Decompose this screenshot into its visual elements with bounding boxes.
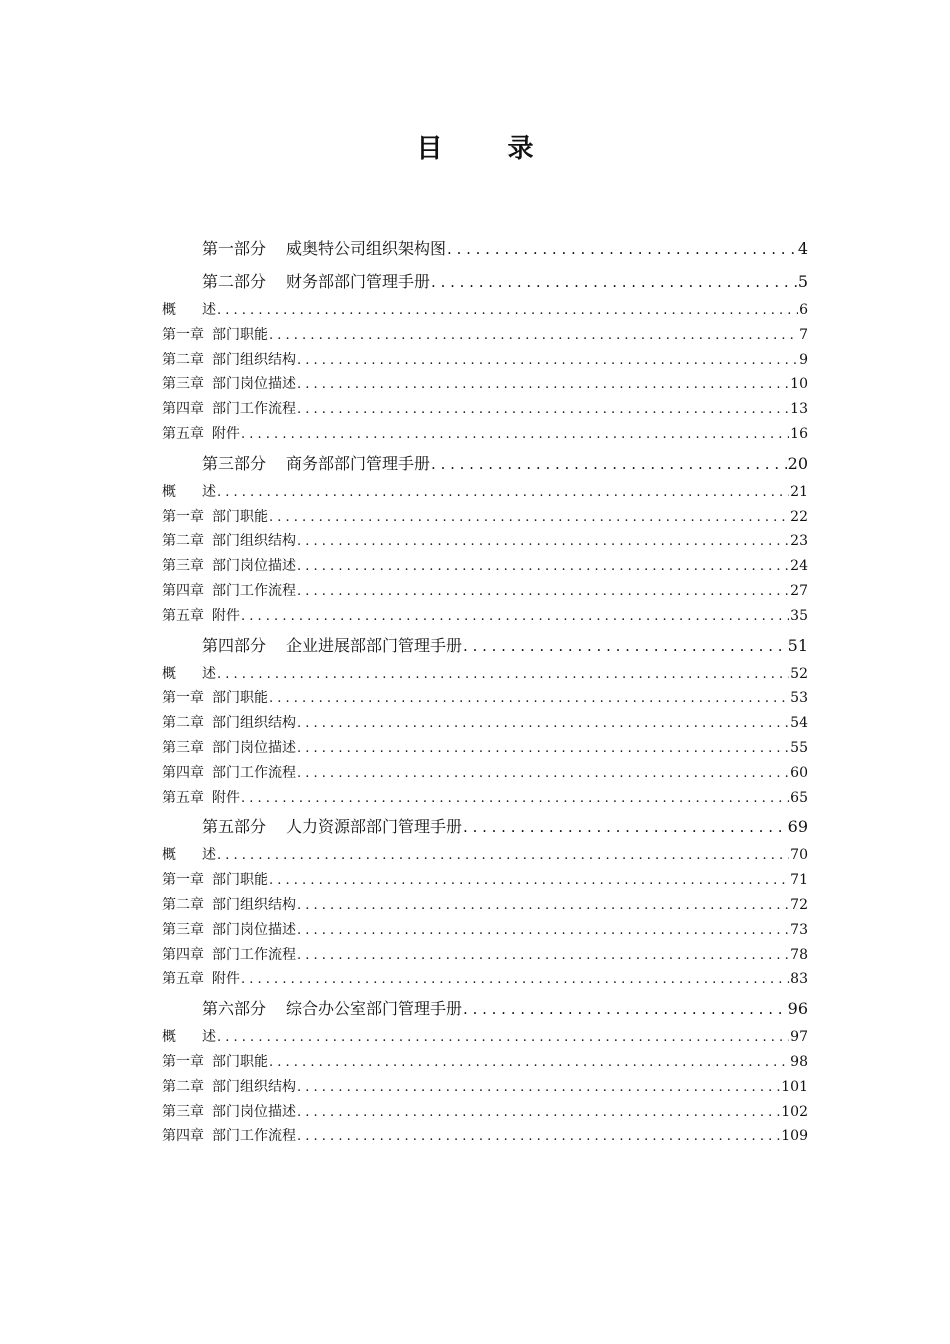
toc-dot-leader xyxy=(297,943,789,968)
toc-chapter-entry[interactable] xyxy=(162,397,808,422)
toc-dot-leader xyxy=(217,662,789,687)
toc-entry-label xyxy=(162,1025,216,1050)
toc-chapter-entry[interactable] xyxy=(162,422,808,447)
toc-chapter-entry[interactable] xyxy=(162,348,808,373)
toc-page-number: 54 xyxy=(790,715,808,732)
toc-chapter-entry[interactable] xyxy=(162,868,808,893)
toc-page-number: 5 xyxy=(797,272,808,291)
toc-entry-name: 述 xyxy=(202,847,216,864)
toc-page-number: 27 xyxy=(790,582,808,599)
toc-chapter-entry[interactable] xyxy=(162,843,808,868)
toc-page-number: 16 xyxy=(790,425,808,442)
toc-entry-name: 企业进展部部门管理手册 xyxy=(286,635,463,655)
toc-dot-leader xyxy=(297,554,789,579)
toc-part-entry[interactable] xyxy=(162,447,808,480)
toc-entry-label xyxy=(162,397,296,422)
toc-dot-leader xyxy=(269,505,789,530)
toc-entry-label xyxy=(202,810,462,843)
toc-entry-name: 部门组织结构 xyxy=(212,1078,296,1095)
toc-dot-leader xyxy=(217,843,789,868)
toc-entry-name: 部门职能 xyxy=(212,872,268,889)
toc-entry-name: 财务部部门管理手册 xyxy=(286,272,431,291)
toc-page-number: 23 xyxy=(790,533,808,550)
toc-chapter-entry[interactable] xyxy=(162,918,808,943)
toc-dot-leader xyxy=(269,868,789,893)
toc-page-number: 4 xyxy=(797,239,808,258)
toc-entry-name: 附件 xyxy=(212,607,240,624)
toc-entry-name: 部门工作流程 xyxy=(212,1128,296,1145)
toc-dot-leader xyxy=(241,422,789,447)
toc-entry-name: 商务部部门管理手册 xyxy=(286,453,431,473)
toc-chapter-entry[interactable] xyxy=(162,298,808,323)
toc-entry-label xyxy=(162,761,296,786)
toc-chapter-entry[interactable] xyxy=(162,786,808,811)
toc-entry-label xyxy=(202,629,462,662)
toc-dot-leader xyxy=(463,810,787,843)
toc-page-number: 69 xyxy=(787,817,808,837)
toc-dot-leader xyxy=(297,1124,780,1149)
toc-entry-number: 概 xyxy=(162,483,202,500)
toc-entry-label xyxy=(162,323,268,348)
toc-entry-number: 第四章 xyxy=(162,946,204,963)
toc-entry-label xyxy=(162,422,240,447)
toc-chapter-entry[interactable] xyxy=(162,1075,808,1100)
toc-dot-leader xyxy=(297,1075,780,1100)
toc-entry-label xyxy=(162,736,296,761)
toc-entry-name: 部门工作流程 xyxy=(212,764,296,781)
toc-entry-number: 概 xyxy=(162,847,202,864)
toc-chapter-entry[interactable] xyxy=(162,943,808,968)
toc-dot-leader xyxy=(241,967,789,992)
toc-page-number: 55 xyxy=(790,739,808,756)
toc-entry-number: 第三章 xyxy=(162,1103,204,1120)
toc-entry-number: 第一章 xyxy=(162,690,204,707)
toc-entry-label xyxy=(162,298,216,323)
toc-part-entry[interactable] xyxy=(162,629,808,662)
toc-chapter-entry[interactable] xyxy=(162,736,808,761)
toc-entry-name: 述 xyxy=(202,665,216,682)
toc-entry-name: 部门职能 xyxy=(212,326,268,343)
toc-page-number: 13 xyxy=(790,401,808,418)
toc-entry-number: 概 xyxy=(162,665,202,682)
toc-dot-leader xyxy=(463,629,787,662)
toc-dot-leader xyxy=(241,604,789,629)
toc-entry-label xyxy=(162,967,240,992)
toc-entry-number: 概 xyxy=(162,302,202,318)
toc-entry-number: 第一章 xyxy=(162,326,204,343)
toc-entry-label xyxy=(162,1124,296,1149)
toc-entry-number: 第三章 xyxy=(162,558,204,575)
toc-entry-name: 附件 xyxy=(212,425,240,442)
toc-page-number: 53 xyxy=(790,690,808,707)
toc-part-entry[interactable] xyxy=(162,265,808,298)
toc-chapter-entry[interactable] xyxy=(162,529,808,554)
toc-entry-label xyxy=(162,711,296,736)
toc-entry-number: 概 xyxy=(162,1029,202,1046)
toc-page-number: 6 xyxy=(799,302,808,318)
toc-chapter-entry[interactable] xyxy=(162,711,808,736)
toc-entry-number: 第二章 xyxy=(162,1078,204,1095)
toc-chapter-entry[interactable] xyxy=(162,761,808,786)
toc-dot-leader xyxy=(447,232,797,265)
toc-entry-label xyxy=(202,265,430,298)
toc-title: 目 录 xyxy=(416,134,562,164)
toc-chapter-entry[interactable] xyxy=(162,480,808,505)
toc-dot-leader xyxy=(297,579,789,604)
toc-entry-label xyxy=(162,372,296,397)
toc-chapter-entry[interactable] xyxy=(162,1025,808,1050)
toc-entry-name: 部门岗位描述 xyxy=(212,921,296,938)
toc-entry-label xyxy=(162,662,216,687)
toc-page-number: 21 xyxy=(790,483,808,500)
toc-entry-name: 部门组织结构 xyxy=(212,715,296,732)
toc-page-number: 10 xyxy=(790,376,808,393)
toc-page-number: 52 xyxy=(790,665,808,682)
toc-entry-number: 第四章 xyxy=(162,764,204,781)
toc-dot-leader xyxy=(269,686,789,711)
toc-list xyxy=(162,232,808,1149)
toc-entry-name: 部门工作流程 xyxy=(212,582,296,599)
toc-chapter-entry[interactable] xyxy=(162,1050,808,1075)
toc-entry-number: 第五章 xyxy=(162,425,204,442)
toc-entry-number: 第三部分 xyxy=(202,453,267,473)
toc-dot-leader xyxy=(431,265,797,298)
toc-part-entry[interactable] xyxy=(162,992,808,1025)
toc-page-number: 24 xyxy=(790,558,808,575)
toc-dot-leader xyxy=(269,323,798,348)
toc-dot-leader xyxy=(217,298,798,323)
toc-dot-leader xyxy=(217,480,789,505)
toc-chapter-entry[interactable] xyxy=(162,323,808,348)
toc-page-number: 98 xyxy=(790,1053,808,1070)
toc-entry-label xyxy=(162,505,268,530)
toc-entry-number: 第四章 xyxy=(162,582,204,599)
toc-entry-label xyxy=(162,579,296,604)
toc-page-number: 96 xyxy=(787,999,808,1019)
toc-entry-name: 部门组织结构 xyxy=(212,533,296,550)
toc-entry-name: 述 xyxy=(202,1029,216,1046)
toc-entry-name: 述 xyxy=(202,302,216,318)
toc-dot-leader xyxy=(217,1025,789,1050)
toc-chapter-entry[interactable] xyxy=(162,967,808,992)
toc-entry-name: 部门职能 xyxy=(212,1053,268,1070)
toc-entry-name: 部门工作流程 xyxy=(212,401,296,418)
toc-dot-leader xyxy=(297,348,798,373)
toc-entry-label xyxy=(162,348,296,373)
toc-entry-number: 第一章 xyxy=(162,1053,204,1070)
toc-page-number: 60 xyxy=(790,764,808,781)
toc-entry-name: 部门岗位描述 xyxy=(212,558,296,575)
toc-entry-number: 第三章 xyxy=(162,376,204,393)
toc-entry-name: 部门组织结构 xyxy=(212,896,296,913)
toc-entry-number: 第四章 xyxy=(162,1128,204,1145)
toc-dot-leader xyxy=(297,397,789,422)
toc-chapter-entry[interactable] xyxy=(162,686,808,711)
toc-entry-label xyxy=(162,1050,268,1075)
toc-page-number: 7 xyxy=(799,326,808,343)
toc-page-number: 35 xyxy=(790,607,808,624)
toc-chapter-entry[interactable] xyxy=(162,604,808,629)
toc-chapter-entry[interactable] xyxy=(162,554,808,579)
toc-entry-number: 第一部分 xyxy=(202,239,267,258)
toc-chapter-entry[interactable] xyxy=(162,579,808,604)
toc-entry-number: 第三章 xyxy=(162,739,204,756)
toc-entry-name: 部门岗位描述 xyxy=(212,739,296,756)
toc-chapter-entry[interactable] xyxy=(162,893,808,918)
toc-entry-label xyxy=(162,604,240,629)
toc-page-number: 22 xyxy=(790,508,808,525)
toc-chapter-entry[interactable] xyxy=(162,1100,808,1125)
toc-page-number: 65 xyxy=(790,789,808,806)
toc-page-number: 9 xyxy=(799,351,808,368)
toc-entry-label xyxy=(202,232,446,265)
toc-dot-leader xyxy=(297,893,789,918)
toc-entry-name: 部门组织结构 xyxy=(212,351,296,368)
toc-entry-number: 第二章 xyxy=(162,533,204,550)
toc-dot-leader xyxy=(269,1050,789,1075)
toc-entry-label xyxy=(162,1075,296,1100)
toc-entry-number: 第一章 xyxy=(162,872,204,889)
toc-entry-name: 部门职能 xyxy=(212,508,268,525)
toc-dot-leader xyxy=(297,761,789,786)
toc-page-number: 101 xyxy=(781,1078,808,1095)
toc-chapter-entry[interactable] xyxy=(162,1124,808,1149)
toc-dot-leader xyxy=(297,736,789,761)
toc-entry-label xyxy=(162,868,268,893)
toc-entry-label xyxy=(162,918,296,943)
toc-chapter-entry[interactable] xyxy=(162,505,808,530)
toc-entry-label xyxy=(202,447,430,480)
toc-part-entry[interactable] xyxy=(162,232,808,265)
toc-dot-leader xyxy=(297,529,789,554)
toc-dot-leader xyxy=(297,1100,780,1125)
toc-entry-number: 第五部分 xyxy=(202,817,267,837)
toc-entry-label xyxy=(162,843,216,868)
toc-page-number: 73 xyxy=(790,921,808,938)
toc-entry-label xyxy=(162,1100,296,1125)
toc-entry-name: 部门职能 xyxy=(212,690,268,707)
toc-dot-leader xyxy=(297,918,789,943)
toc-entry-name: 附件 xyxy=(212,971,240,988)
toc-entry-name: 附件 xyxy=(212,789,240,806)
toc-entry-number: 第六部分 xyxy=(202,999,267,1019)
toc-entry-number: 第五章 xyxy=(162,971,204,988)
toc-entry-name: 威奥特公司组织架构图 xyxy=(286,239,447,258)
toc-entry-label xyxy=(162,529,296,554)
toc-entry-number: 第二章 xyxy=(162,351,204,368)
toc-entry-name: 部门工作流程 xyxy=(212,946,296,963)
toc-entry-number: 第四章 xyxy=(162,401,204,418)
toc-dot-leader xyxy=(463,992,787,1025)
toc-chapter-entry[interactable] xyxy=(162,662,808,687)
toc-entry-name: 人力资源部部门管理手册 xyxy=(286,817,463,837)
toc-page-number: 51 xyxy=(787,635,808,655)
toc-dot-leader xyxy=(431,447,787,480)
toc-page-number: 71 xyxy=(790,872,808,889)
toc-page-number: 72 xyxy=(790,896,808,913)
toc-entry-label xyxy=(162,786,240,811)
toc-page-number: 97 xyxy=(790,1029,808,1046)
toc-entry-label xyxy=(162,480,216,505)
toc-entry-number: 第二章 xyxy=(162,715,204,732)
toc-entry-label xyxy=(162,554,296,579)
toc-page-number: 20 xyxy=(787,453,808,473)
toc-entry-number: 第二章 xyxy=(162,896,204,913)
toc-page-number: 70 xyxy=(790,847,808,864)
toc-entry-number: 第五章 xyxy=(162,607,204,624)
toc-page-number: 78 xyxy=(790,946,808,963)
toc-dot-leader xyxy=(297,711,789,736)
toc-entry-label xyxy=(162,893,296,918)
toc-entry-name: 部门岗位描述 xyxy=(212,1103,296,1120)
toc-chapter-entry[interactable] xyxy=(162,372,808,397)
toc-entry-number: 第五章 xyxy=(162,789,204,806)
toc-page-number: 109 xyxy=(781,1128,808,1145)
toc-entry-number: 第一章 xyxy=(162,508,204,525)
toc-entry-name: 部门岗位描述 xyxy=(212,376,296,393)
toc-entry-name: 综合办公室部门管理手册 xyxy=(286,999,463,1019)
toc-entry-label xyxy=(202,992,462,1025)
toc-entry-label xyxy=(162,686,268,711)
toc-part-entry[interactable] xyxy=(162,810,808,843)
toc-dot-leader xyxy=(297,372,789,397)
toc-dot-leader xyxy=(241,786,789,811)
toc-entry-number: 第四部分 xyxy=(202,635,267,655)
toc-page-number: 83 xyxy=(790,971,808,988)
toc-page-number: 102 xyxy=(781,1103,808,1120)
toc-entry-number: 第三章 xyxy=(162,921,204,938)
toc-entry-number: 第二部分 xyxy=(202,272,267,291)
toc-entry-label xyxy=(162,943,296,968)
toc-entry-name: 述 xyxy=(202,483,216,500)
